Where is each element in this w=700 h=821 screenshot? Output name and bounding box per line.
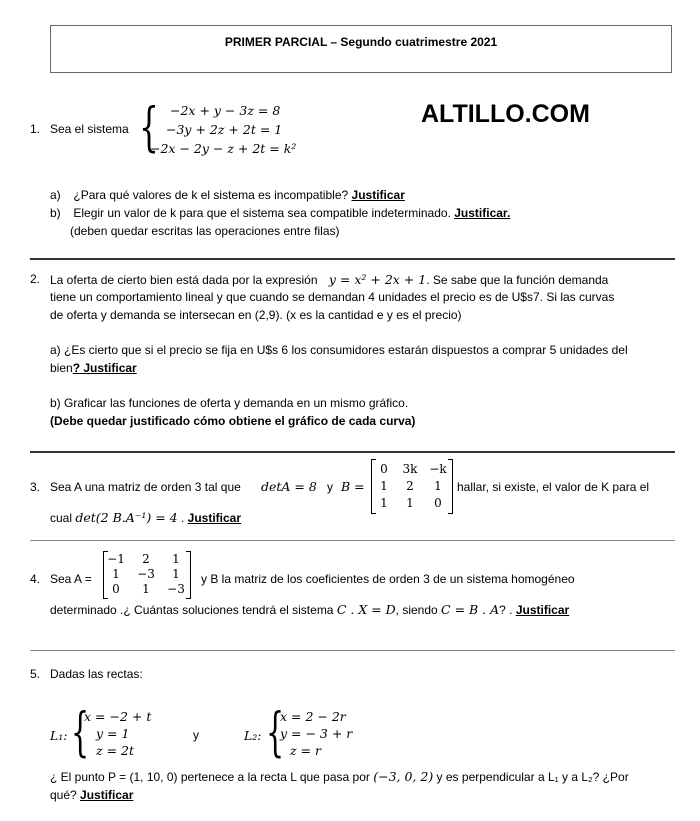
- q1-a-label: a): [50, 188, 61, 202]
- q2-line2: tiene un comportamiento lineal y que cuando se demandan 4 unidades el precio es de U$s7. Si las curvas: [50, 290, 615, 304]
- q5-number: 5.: [30, 667, 41, 681]
- q4-line2-pre: determinado .¿ Cuántas soluciones tendrá el sistema: [50, 603, 334, 617]
- q5-l2-label: L₂:: [244, 728, 262, 743]
- q4-m-11: −3: [137, 567, 155, 581]
- q4-line2: [50, 602, 569, 617]
- q2-b: b) Graficar las funciones de oferta y demanda en un mismo gráfico.: [50, 396, 409, 410]
- q1-b-text: Elegir un valor de k para que el sistema sea compatible indeterminado.: [73, 206, 451, 220]
- watermark: ALTILLO.COM: [421, 100, 590, 128]
- q2-line1-pre: La oferta de cierto bien está dada por la expresión: [50, 273, 318, 287]
- q3-y: y: [327, 480, 333, 494]
- q3-m-02: −k: [429, 462, 447, 476]
- q5-line2-text: qué?: [50, 788, 77, 802]
- q4-m-10: 1: [112, 567, 120, 581]
- q5-l2-brace: {: [266, 703, 285, 763]
- divider-2: [30, 451, 675, 453]
- q5-l2-eq-2: y = − 3 + r: [280, 726, 353, 741]
- q1-b-justify: Justificar.: [454, 206, 511, 220]
- divider-3: [30, 540, 675, 541]
- q2-a: a) ¿Es cierto que si el precio se fija en U$s 6 los consumidores estarán dispuestos a comprar 5 unidades del: [50, 343, 628, 357]
- q1-a-text: ¿Para qué valores de k el sistema es incompatible?: [73, 188, 349, 202]
- q5-point: (−3, 0, 2): [373, 769, 434, 784]
- q3-line2-pre: cual: [50, 511, 73, 525]
- q5-l1-eq-1: x = −2 + t: [84, 709, 152, 724]
- q4-expr2: C = B . A: [441, 602, 500, 617]
- q3-m-01: 3k: [402, 462, 418, 476]
- q1-brace: {: [139, 98, 159, 158]
- q3-justify: Justificar: [187, 511, 242, 525]
- q3-det: detA = 8: [261, 479, 317, 494]
- q5-l2-eq-3: z = r: [290, 743, 321, 758]
- q5-l2-eq-1: x = 2 − 2r: [280, 709, 346, 724]
- q1-b: [50, 206, 510, 220]
- q4-post: y B la matriz de los coeficientes de orden 3 de un sistema homogéneo: [201, 572, 575, 586]
- q5-justify: Justificar: [80, 788, 134, 802]
- q5-l1-eq-3: z = 2t: [96, 743, 134, 758]
- q4-justify: Justificar: [515, 603, 570, 617]
- q5-line1: [50, 769, 629, 784]
- q2-a-bien: bien: [50, 361, 73, 375]
- q3-det-expr: det(2 B.A⁻¹) = 4: [75, 510, 178, 525]
- q4-matrix: [103, 552, 191, 598]
- q4-m-01: 2: [142, 552, 150, 566]
- q3-m-21: 1: [406, 496, 414, 510]
- q3-line2: [50, 510, 241, 525]
- q1-eq-1: −2x + y − 3z = 8: [170, 103, 281, 118]
- q4-m-02: 1: [172, 552, 180, 566]
- q5-line1-pre: ¿ El punto P = (1, 10, 0) pertenece a la recta L que pasa por: [50, 770, 370, 784]
- exam-title: PRIMER PARCIAL – Segundo cuatrimestre 2021: [224, 35, 498, 49]
- q3-m-12: 1: [434, 479, 442, 493]
- q2-number: 2.: [30, 272, 41, 286]
- q2-line1: [50, 272, 608, 287]
- divider-4: [30, 650, 675, 651]
- q3-m-00: 0: [380, 462, 388, 476]
- q4-mid: , siendo: [395, 603, 438, 617]
- q1-eq-3: −2x − 2y − z + 2t = k²: [150, 141, 297, 156]
- q4-expr1: C . X = D: [336, 602, 396, 617]
- q5-l1-eq-2: y = 1: [96, 726, 130, 741]
- q5-l1-brace: {: [71, 703, 90, 763]
- q3-post: hallar, si existe, el valor de K para el: [457, 480, 650, 494]
- q1-number: 1.: [30, 122, 41, 136]
- q2-line3: de oferta y demanda se intersecan en (2,9). (x es la cantidad e y es el precio): [50, 308, 462, 322]
- q1-b-note: (deben quedar escritas las operaciones entre filas): [70, 224, 340, 238]
- q4-m-12: 1: [172, 567, 180, 581]
- q4-m-20: 0: [112, 582, 120, 596]
- q3-m-11: 2: [406, 479, 414, 493]
- q2-b-note: (Debe quedar justificado cómo obtiene el gráfico de cada curva): [50, 414, 416, 428]
- q4-m-00: −1: [107, 552, 125, 566]
- q3-matrix: [371, 460, 453, 513]
- header-box: [50, 25, 672, 73]
- q3-pre: Sea A una matriz de orden 3 tal que: [50, 480, 241, 494]
- q4-pre: Sea A =: [50, 572, 92, 586]
- q5-y: y: [193, 728, 199, 742]
- q4-m-22: −3: [167, 582, 185, 596]
- q5-intro: Dadas las rectas:: [50, 667, 143, 681]
- q4-m-21: 1: [142, 582, 150, 596]
- q1-b-label: b): [50, 206, 61, 220]
- q1-intro: Sea el sistema: [50, 122, 129, 136]
- q3-m-10: 1: [380, 479, 388, 493]
- q5-line1-post: y es perpendicular a L₁ y a L₂? ¿Por: [436, 770, 629, 784]
- q5-line2: [50, 788, 133, 802]
- q5-l1-label: L₁:: [50, 728, 68, 743]
- q2-a-line2: [50, 361, 137, 375]
- q3-number: 3.: [30, 480, 41, 494]
- q4-number: 4.: [30, 572, 41, 586]
- divider-1: [30, 258, 675, 260]
- q1-eq-2: −3y + 2z + 2t = 1: [166, 122, 283, 137]
- q2-line1-post: . Se sabe que la función demanda: [426, 273, 609, 287]
- q3-dot: .: [180, 511, 185, 525]
- q3-B: B =: [341, 479, 365, 494]
- q1-a: [50, 188, 405, 202]
- q1-a-justify: Justificar: [351, 188, 405, 202]
- q3-m-22: 0: [434, 496, 442, 510]
- q2-expression: y = x² + 2x + 1: [328, 272, 427, 287]
- q4-q: ? .: [499, 603, 513, 617]
- q2-a-justify: ? Justificar: [72, 361, 137, 375]
- q3-m-20: 1: [380, 496, 388, 510]
